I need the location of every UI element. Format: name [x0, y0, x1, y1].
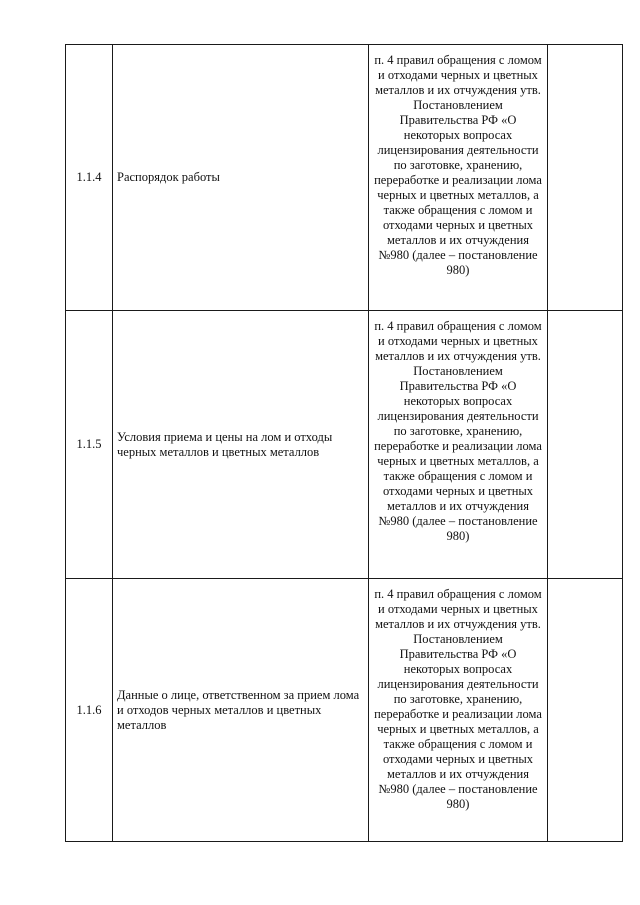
empty-cell	[548, 45, 623, 311]
item-number: 1.1.5	[66, 311, 113, 579]
table-row	[66, 45, 623, 311]
legal-basis: п. 4 правил обращения с ломом и отходами черных и цветных металлов и их отчуждения утв. Постановлением Правительства РФ «О некоторых вопросах лицензирования деятельности по заготовке, хранению, переработке и реализации лома черных и цветных металлов, а также обращения с ломом и отходами черных и цветных металлов и их отчуждения №980 (далее – постановление 980)	[369, 579, 548, 842]
table-row	[66, 579, 623, 842]
requirement-name: Условия приема и цены на лом и отходы черных металлов и цветных металлов	[113, 311, 369, 579]
item-number: 1.1.4	[66, 45, 113, 311]
requirements-table	[65, 44, 623, 842]
table-row	[66, 311, 623, 579]
requirement-name: Распорядок работы	[113, 45, 369, 311]
legal-basis: п. 4 правил обращения с ломом и отходами черных и цветных металлов и их отчуждения утв. Постановлением Правительства РФ «О некоторых вопросах лицензирования деятельности по заготовке, хранению, переработке и реализации лома черных и цветных металлов, а также обращения с ломом и отходами черных и цветных металлов и их отчуждения №980 (далее – постановление 980)	[369, 311, 548, 579]
empty-cell	[548, 579, 623, 842]
requirement-name: Данные о лице, ответственном за прием лома и отходов черных металлов и цветных металлов	[113, 579, 369, 842]
empty-cell	[548, 311, 623, 579]
legal-basis: п. 4 правил обращения с ломом и отходами черных и цветных металлов и их отчуждения утв. Постановлением Правительства РФ «О некоторых вопросах лицензирования деятельности по заготовке, хранению, переработке и реализации лома черных и цветных металлов, а также обращения с ломом и отходами черных и цветных металлов и их отчуждения №980 (далее – постановление 980)	[369, 45, 548, 311]
item-number: 1.1.6	[66, 579, 113, 842]
